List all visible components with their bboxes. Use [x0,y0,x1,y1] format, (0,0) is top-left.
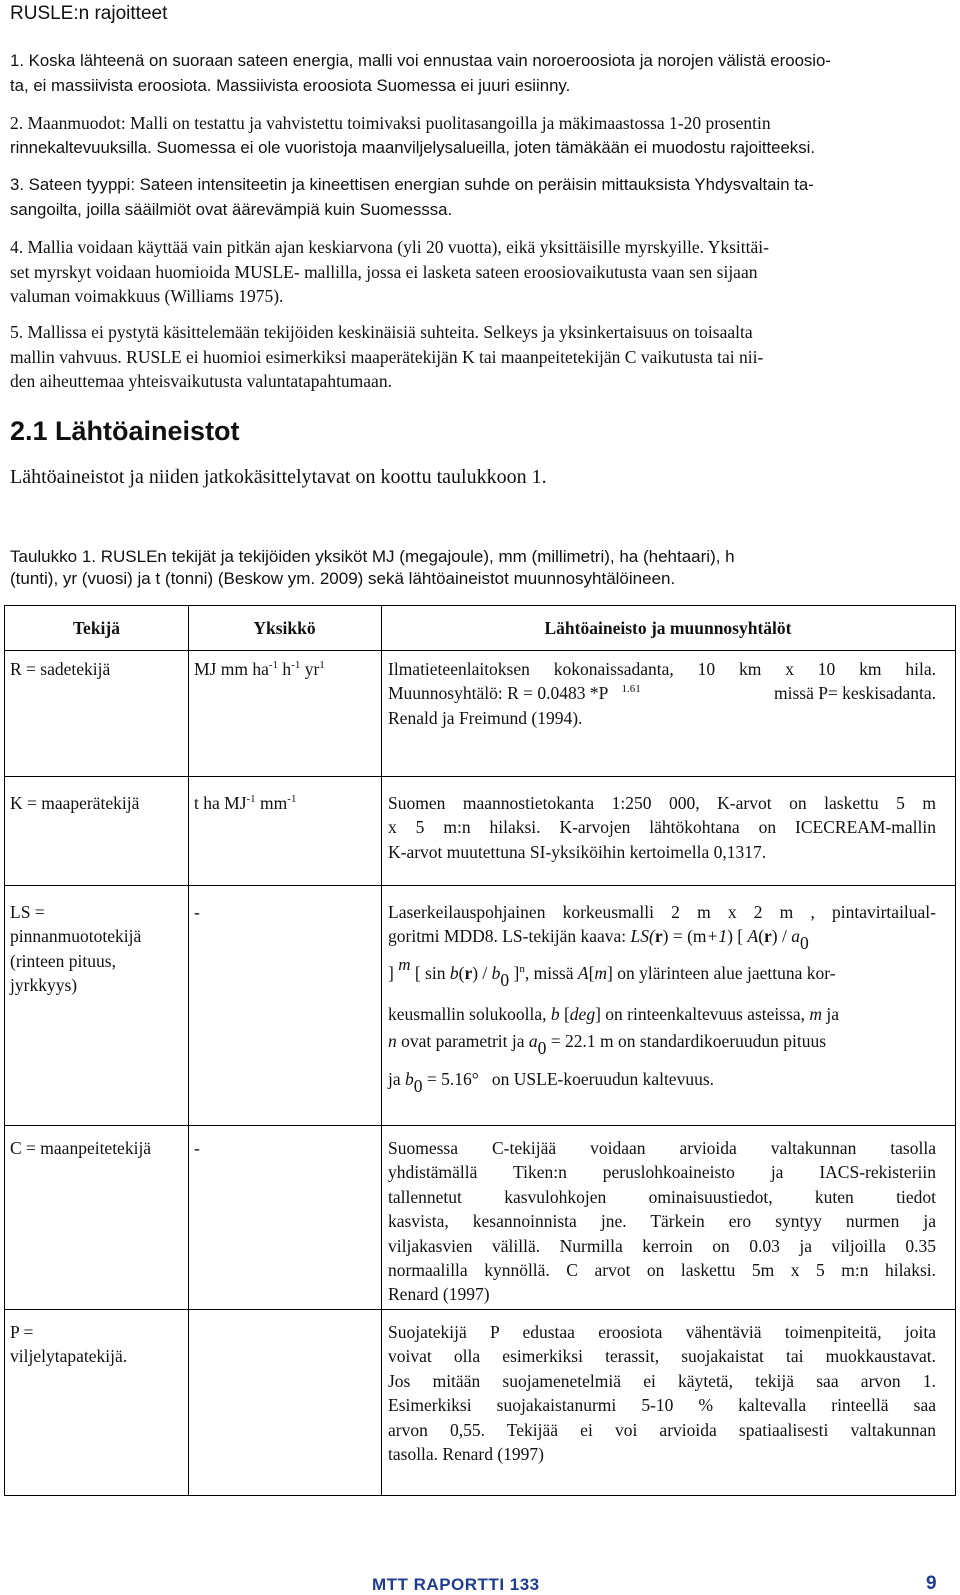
unit-r: MJ mm $ha^{-1}$ $h^{-1}$ $yr^1$ [194,659,325,679]
factor-line: pinnanmuototekijä [10,926,142,947]
caption-line: (tunti), yr (vuosi) ja t (tonni) (Beskow ym. 2009) sekä lähtöaineistot muunnosyhtälöineen. [10,569,676,588]
source-line: tasolla. Renard (1997) [388,1444,544,1465]
source-line: n ovat parametrit ja $a_0 = 22.1$ m on standardikoeruudun pituus [388,1031,827,1059]
item-4 [10,235,945,309]
header-source: Lähtöaineisto ja muunnosyhtälöt [544,618,792,638]
source-line: Renard (1997) [388,1284,490,1305]
source-k [388,791,936,864]
item-line: rinnekaltevuuksilla. Suomessa ei ole vuoristoja maanviljelysalueilla, joten tämäkään ei muodostu rajoitteeksi. [10,137,815,157]
item-2 [10,111,945,160]
header-factor: Tekijä [72,618,120,638]
unit-ls: - [194,902,200,922]
factor-line: viljelytapatekijä. [10,1346,128,1367]
factors-table [4,605,956,1496]
factor-line: jyrkkyys) [10,975,78,996]
item-line: valuman voimakkuus (Williams 1975). [10,286,284,306]
factor-line: P = [10,1322,34,1342]
source-line: tallennetut kasvulohkojen ominaisuustiedot, kuten tiedot [388,1186,936,1207]
page-number: 9 [926,1573,938,1594]
source-line: viljakasvien välillä. Nurmilla kerroin on 0.03 ja viljoilla 0.35 [388,1235,936,1256]
source-r [388,657,936,730]
source-line: voivat olla esimerkiksi terassit, suojakaistat tai muokkaustavat. [388,1346,936,1367]
item-line: ta, ei massiivista eroosiota. Massiivista eroosiota Suomessa ei juuri esiinny. [10,75,571,95]
source-line: Suojatekijä P edustaa eroosiota vähentäviä toimenpiteitä, joita [388,1322,936,1342]
factor-c: C = maanpeitetekijä [10,1138,152,1158]
item-line: sangoilta, joilla sääilmiöt ovat äärevämpiä kuin Suomesssa. [10,199,453,219]
source-line: Muunnosyhtälö: R = 0.0483 *P $^{1.61}$ missä P= keskisadanta. [388,683,936,704]
source-line: arvon 0,55. Tekijää ei voi arvioida spatiaalisesti valtakunnan [388,1419,936,1440]
source-line: goritmi MDD8. LS-tekijän kaava: LS(r) = (m+1) [ $A(r) / a_0$ [388,926,809,954]
item-3 [10,173,945,222]
source-line: keusmallin solukoolla, b [deg] on rinteenkaltevuus asteissa, m ja [388,1004,840,1025]
column-divider [381,606,382,1495]
source-line: Suomessa C-tekijää voidaan arvioida valtakunnan tasolla [388,1138,936,1158]
section-intro: Lähtöaineistot ja niiden jatkokäsittelytavat on koottu taulukkoon 1. [10,466,547,488]
row-divider [5,1125,955,1126]
item-line: 2. Maanmuodot: Malli on testattu ja vahvistettu toimivaksi puolitasangoilla ja mäkimaastossa 1-20 prosentin [10,113,771,133]
item-line: mallin vahvuus. RUSLE ei huomioi esimerkiksi maaperätekijän K tai maanpeitetekijän C vaikutusta tai nii- [10,346,764,367]
unit-k: t ha $MJ^{-1}$ $mm^{-1}$ [194,793,297,813]
source-line: Esimerkiksi suojakaistanurmi 5-10 % kaltevalla rinteellä saa [388,1395,936,1416]
caption-line: Taulukko 1. RUSLEn tekijät ja tekijöiden yksiköt MJ (megajoule), mm (millimetri), ha (hehtaari), h [10,547,735,566]
item-line: set myrskyt voidaan huomioida MUSLE- mallilla, jossa ei lasketa sateen eroosiovaikutusta vaan sen sijaan [10,261,758,282]
header-unit: Yksikkö [253,618,316,638]
page-heading: RUSLE:n rajoitteet [10,3,168,24]
column-divider [188,606,189,1495]
source-p [388,1320,936,1466]
item-line: 1. Koska lähteenä on suoraan sateen energia, malli voi ennustaa vain noroeroosiota ja norojen välistä eroosio- [10,51,831,70]
factor-r: R = sadetekijä [10,659,111,679]
unit-c: - [194,1138,200,1158]
source-line: kasvista, kesannoinnista jne. Tärkein ero syntyy nurmen ja [388,1211,936,1232]
item-line: 5. Mallissa ei pystytä käsittelemään tekijöiden keskinäisiä suhteita. Selkeys ja yksinkertaisuus on toisaalta [10,322,753,342]
source-line: ja $b_0 = 5.16^\circ$ on USLE-koeruudun kaltevuus. [388,1069,715,1097]
row-divider [5,885,955,886]
factor-k: K = maaperätekijä [10,793,140,813]
factor-p [10,1320,185,1369]
source-line: Jos mitään suojamenetelmiä ei käytetä, tekijä saa arvon 1. [388,1370,936,1391]
row-divider [5,650,955,651]
report-name: MTT RAPORTTI 133 [372,1575,540,1594]
factor-line: (rinteen pituus, [10,950,116,971]
source-ls [388,900,936,1097]
source-line: normaalilla kynnöllä. C arvot on laskettu 5m x 5 m:n hilaksi. [388,1260,936,1281]
source-line: x 5 m:n hilaksi. K-arvojen lähtökohtana on ICECREAM-mallin [388,817,936,838]
source-line: Laserkeilauspohjainen korkeusmalli 2 m x 2 m , pintavirtailual- [388,902,936,922]
source-c [388,1136,936,1307]
source-line: yhdistämällä Tiken:n peruslohkoaineisto ja IACS-rekisteriin [388,1162,936,1183]
row-divider [5,776,955,777]
source-line: ] $^m$ [ $\sin b(r) / b_0$ ]$^n$, missä A[m] on ylärinteen alue jaettuna kor- [388,955,836,991]
factor-line: LS = [10,902,45,922]
section-title: 2.1 Lähtöaineistot [10,416,240,446]
source-line: Ilmatieteenlaitoksen kokonaissadanta, 10 km x 10 km hila. [388,659,936,679]
factor-ls [10,900,185,998]
item-line: den aiheuttemaa yhteisvaikutusta valuntatapahtumaan. [10,371,392,391]
item-line: 3. Sateen tyyppi: Sateen intensiteetin ja kineettisen energian suhde on peräisin mittauksista Yhdysvaltain ta- [10,175,814,194]
source-line: K-arvot muutettuna SI-yksiköihin kertoimella 0,1317. [388,841,767,862]
table-caption [10,546,735,590]
row-divider [5,1309,955,1310]
item-5 [10,320,945,394]
source-line: Suomen maannostietokanta 1:250 000, K-arvot on laskettu 5 m [388,793,936,813]
source-line: Renald ja Freimund (1994). [388,707,583,728]
item-line: 4. Mallia voidaan käyttää vain pitkän ajan keskiarvona (yli 20 vuotta), eikä yksittäisille myrskyille. Yksittäi- [10,237,769,257]
item-1 [10,49,945,98]
